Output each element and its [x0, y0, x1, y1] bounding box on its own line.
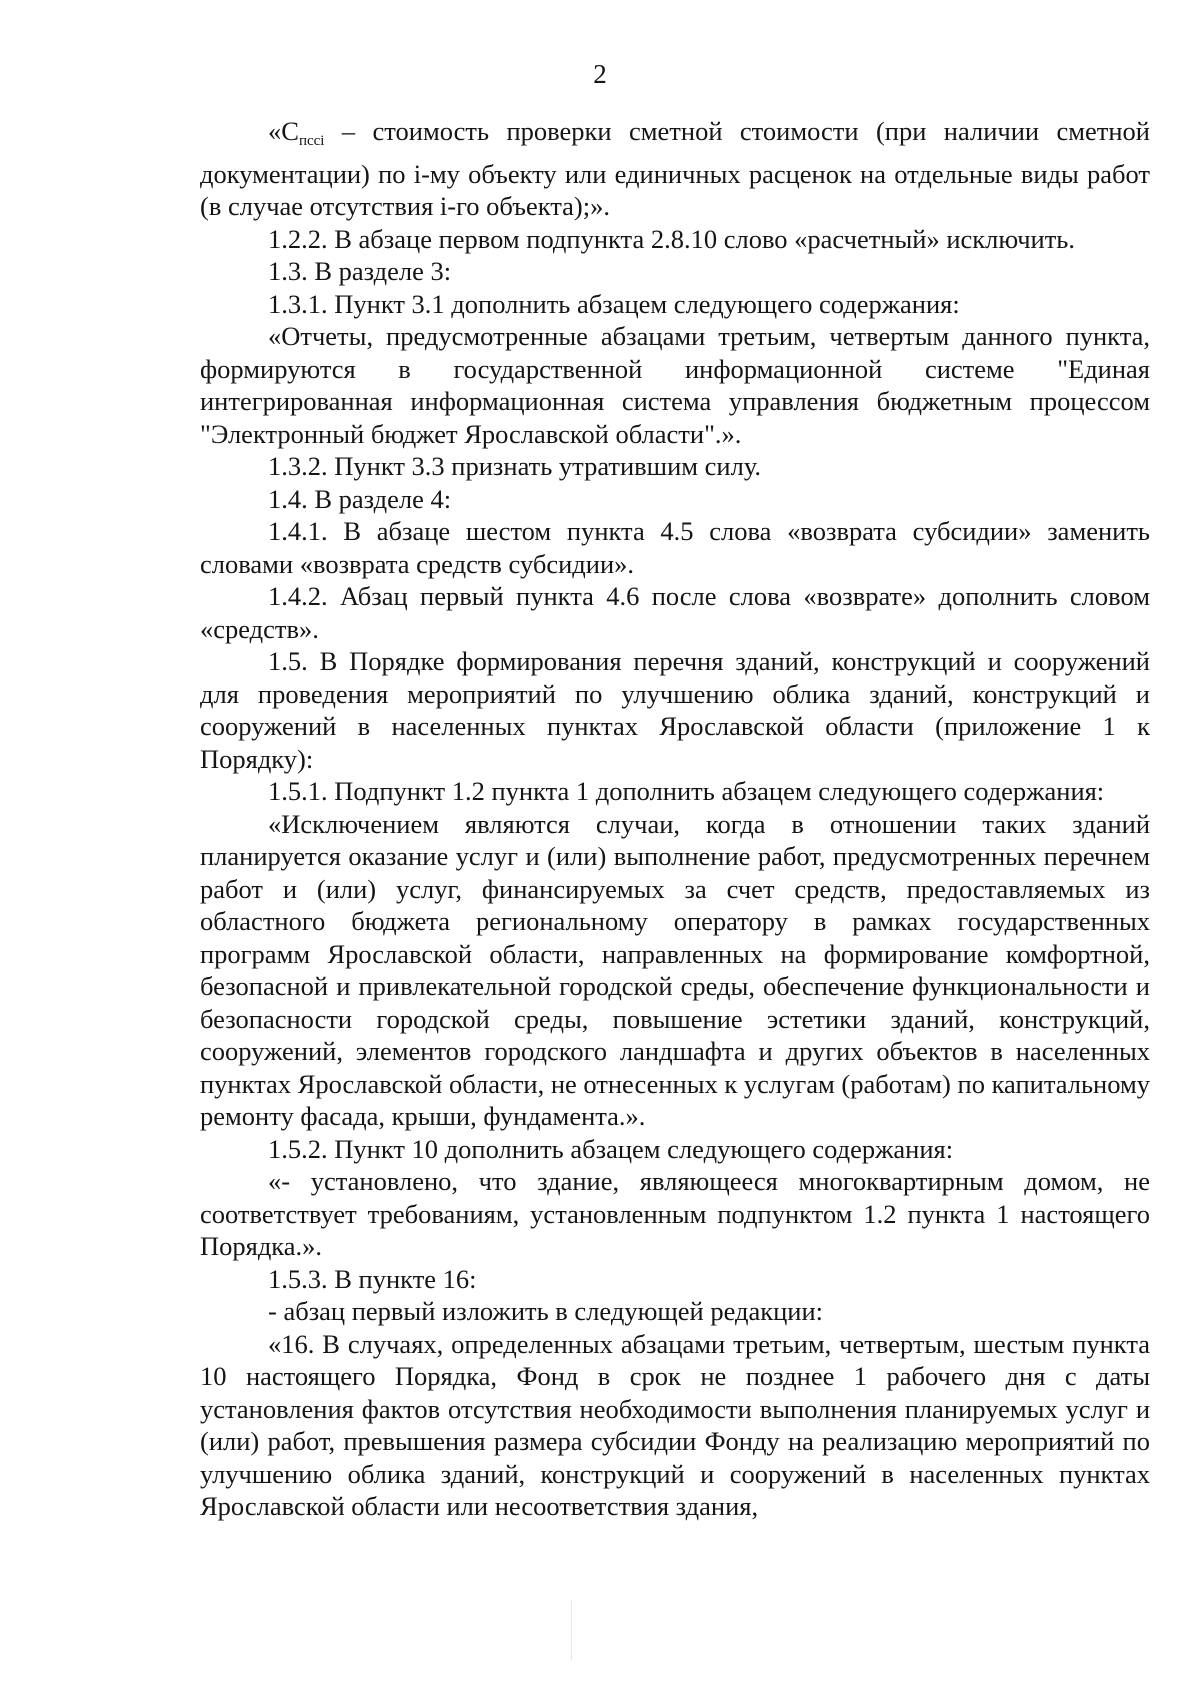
paragraph-1-5-2: 1.5.2. Пункт 10 дополнить абзацем следующего содержания: [268, 1133, 954, 1164]
formula-subscript: пссi [298, 133, 325, 149]
quoted-paragraph-exceptions: «Исключением являются случаи, когда в отношении таких зданий планируется оказание услуг и (или) выполнение работ, предусмотренных перечнем работ и (или) услуг, финансируемых за счет средств, предоставляемых из областного бюджета региональному оператору в рамках государственных программ Ярославской области, направленных на формирование комфортной, безопасной и привлекательной городской среды, обеспечение функциональности и безопасности городской среды, повышение эстетики зданий, конструкций, сооружений, элементов городского ландшафта и других объектов в населенных пунктах Ярославской области, не отнесенных к услугам (работам) по капитальному ремонту фасада, крыши, фундамента.». [200, 808, 1150, 1131]
quoted-paragraph-established: «- установлено, что здание, являющееся многоквартирным домом, не соответствует требованиям, установленным подпунктом 1.2 пункта 1 настоящего Порядка.». [200, 1166, 1150, 1261]
paragraph-1-5-3: 1.5.3. В пункте 16: [268, 1263, 477, 1294]
document-body [200, 115, 1150, 1523]
formula-definition-paragraph: «$C_{пссi}$ – стоимость проверки сметной стоимости (при наличии сметной документации) по i-му объекту или единичных расценок на отдельные виды работ (в случае отсутствия i-го объекта);». [200, 116, 1150, 221]
paragraph-1-4-1: 1.4.1. В абзаце шестом пункта 4.5 слова «возврата субсидии» заменить словами «возврата средств субсидии». [200, 516, 1150, 579]
page-number: 2 [593, 59, 607, 89]
paragraph-abzac-first: - абзац первый изложить в следующей редакции: [268, 1296, 824, 1326]
quoted-paragraph-16: «16. В случаях, определенных абзацами третьим, четвертым, шестым пункта 10 настоящего Порядка, Фонд в срок не позднее 1 рабочего дня с даты установления фактов отсутствия необходимости выполнения планируемых услуг и (или) работ, превышения размера субсидии Фонду на реализацию мероприятий по улучшению облика зданий, конструкций и сооружений в населенных пунктах Ярославской области или несоответствия здания, [200, 1328, 1150, 1521]
quoted-paragraph-reports: «Отчеты, предусмотренные абзацами третьим, четвертым данного пункта, формируются в государственной информационной системе "Единая интегрированная информационная система управления бюджетным процессом "Электронный бюджет Ярославской области".». [200, 321, 1150, 449]
paragraph-1-2-2: 1.2.2. В абзаце первом подпункта 2.8.10 слово «расчетный» исключить. [268, 223, 1075, 254]
formula-symbol: C [281, 116, 299, 146]
paragraph-1-4-2: 1.4.2. Абзац первый пункта 4.6 после слова «возврате» дополнить словом «средств». [200, 581, 1150, 644]
paragraph-1-5-1: 1.5.1. Подпункт 1.2 пункта 1 дополнить абзацем следующего содержания: [268, 776, 1105, 806]
scan-artifact-line [571, 1600, 572, 1660]
formula-text: – стоимость проверки сметной стоимости (при наличии сметной документации) по i-му объекту или единичных расценок на отдельные виды работ (в случае отсутствия i-го объекта);». [200, 116, 1150, 221]
paragraph-1-3-1: 1.3.1. Пункт 3.1 дополнить абзацем следующего содержания: [268, 288, 960, 319]
paragraph-1-5: 1.5. В Порядке формирования перечня зданий, конструкций и сооружений для проведения мероприятий по улучшению облика зданий, конструкций и сооружений в населенных пунктах Ярославской области (приложение 1 к Порядку): [200, 646, 1150, 774]
paragraph-1-3: 1.3. В разделе 3: [268, 256, 452, 286]
paragraph-1-4: 1.4. В разделе 4: [268, 483, 452, 514]
paragraph-1-3-2: 1.3.2. Пункт 3.3 признать утратившим силу. [268, 451, 762, 481]
